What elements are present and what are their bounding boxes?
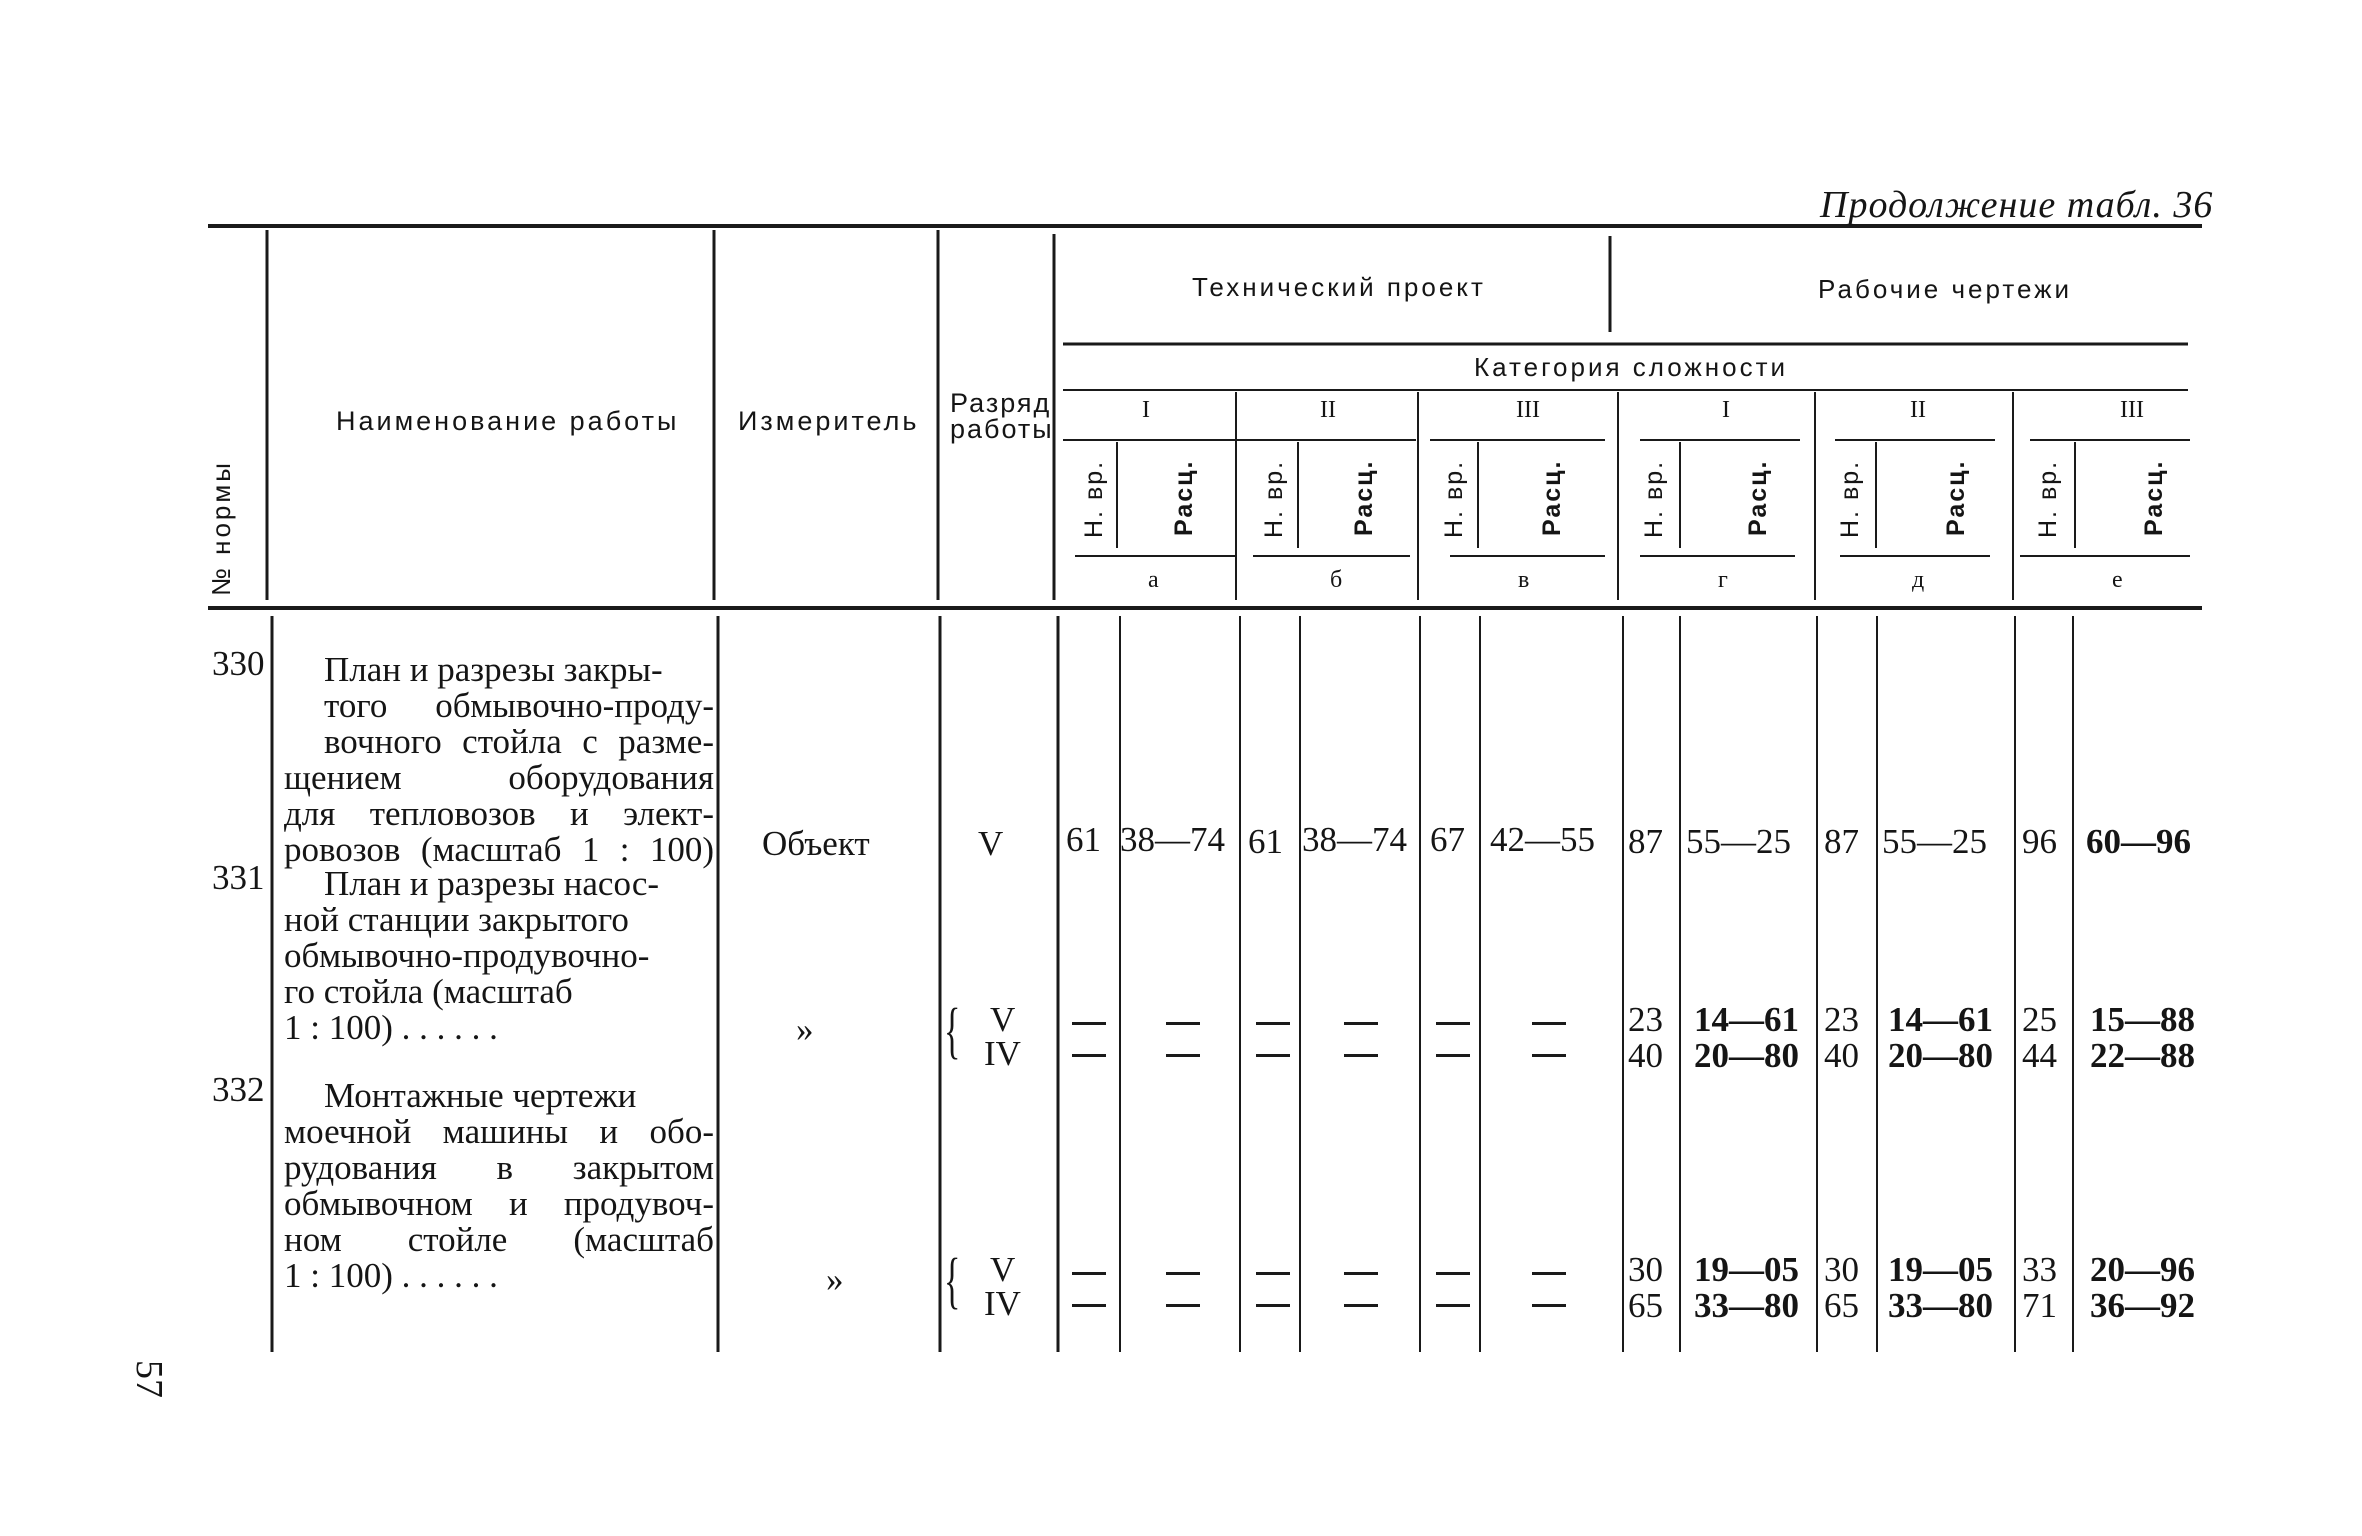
rate-value: 33—80 bbox=[1888, 1286, 1993, 1325]
rate-value: 19—05 bbox=[1694, 1250, 1799, 1289]
description-line: ной станции закрытого bbox=[284, 900, 629, 939]
time-norm-subheader: Н. вр. bbox=[1640, 459, 1668, 538]
work-drawings-header: Рабочие чертежи bbox=[1818, 274, 2073, 304]
grade-header-line2: работы bbox=[950, 414, 1054, 444]
empty-dash bbox=[1532, 1304, 1566, 1307]
rate-value: 36—92 bbox=[2090, 1286, 2195, 1325]
rate-subheader: Расц. bbox=[2140, 459, 2168, 536]
category-label: III bbox=[2120, 397, 2144, 423]
time-norm-value: 61 bbox=[1066, 820, 1101, 859]
time-norm-subheader: Н. вр. bbox=[1440, 459, 1468, 538]
rate-value: 55—25 bbox=[1882, 822, 1987, 861]
empty-dash bbox=[1436, 1304, 1470, 1307]
time-norm-subheader: Н. вр. bbox=[1836, 459, 1864, 538]
column-letter: б bbox=[1330, 567, 1343, 593]
category-label: II bbox=[1320, 397, 1336, 423]
time-norm-value: 44 bbox=[2022, 1036, 2057, 1075]
time-norm-value: 40 bbox=[1824, 1036, 1859, 1075]
rate-value: 20—80 bbox=[1694, 1036, 1799, 1075]
description-line: 1 : 100) . . . . . . bbox=[284, 1256, 498, 1295]
empty-dash bbox=[1166, 1272, 1200, 1275]
column-letter: г bbox=[1718, 567, 1728, 593]
time-norm-value: 71 bbox=[2022, 1286, 2057, 1325]
empty-dash bbox=[1436, 1054, 1470, 1057]
empty-dash bbox=[1344, 1054, 1378, 1057]
empty-dash bbox=[1166, 1022, 1200, 1025]
time-norm-value: 33 bbox=[2022, 1250, 2057, 1289]
grade-brace: { bbox=[944, 997, 961, 1065]
norm-number: 330 bbox=[212, 644, 265, 683]
rate-value: 60—96 bbox=[2086, 822, 2191, 861]
grade-value: IV bbox=[984, 1284, 1021, 1323]
description-line: 1 : 100) . . . . . . bbox=[284, 1008, 498, 1047]
description-line: го стойла (масштаб bbox=[284, 972, 573, 1011]
work-description bbox=[284, 1078, 714, 1294]
description-line: ровозов (масштаб 1 : 100) bbox=[284, 830, 714, 869]
column-letter: в bbox=[1518, 567, 1530, 593]
rate-value: 55—25 bbox=[1686, 822, 1791, 861]
rate-value: 15—88 bbox=[2090, 1000, 2195, 1039]
description-line: Монтажные чертежи bbox=[324, 1076, 637, 1115]
empty-dash bbox=[1256, 1054, 1290, 1057]
rate-value: 33—80 bbox=[1694, 1286, 1799, 1325]
rate-value: 20—80 bbox=[1888, 1036, 1993, 1075]
description-line: того обмывочно-проду- bbox=[324, 686, 714, 725]
description-line: обмывочном и продувоч- bbox=[284, 1184, 714, 1223]
empty-dash bbox=[1436, 1272, 1470, 1275]
time-norm-value: 87 bbox=[1824, 822, 1859, 861]
norm-number: 332 bbox=[212, 1070, 265, 1109]
category-label: III bbox=[1516, 397, 1540, 423]
rate-value: 19—05 bbox=[1888, 1250, 1993, 1289]
description-line: моечной машины и обо- bbox=[284, 1112, 714, 1151]
time-norm-value: 96 bbox=[2022, 822, 2057, 861]
grade-value: V bbox=[990, 1000, 1016, 1039]
description-line: План и разрезы насос- bbox=[324, 864, 660, 903]
column-letter: а bbox=[1148, 567, 1159, 593]
column-letter: е bbox=[2112, 567, 2123, 593]
description-line: рудования в закрытом bbox=[284, 1148, 714, 1187]
work-name-header: Наименование работы bbox=[336, 406, 680, 436]
time-norm-value: 23 bbox=[1628, 1000, 1663, 1039]
time-norm-value: 87 bbox=[1628, 822, 1663, 861]
time-norm-subheader: Н. вр. bbox=[1260, 459, 1288, 538]
empty-dash bbox=[1072, 1022, 1106, 1025]
empty-dash bbox=[1256, 1272, 1290, 1275]
empty-dash bbox=[1166, 1304, 1200, 1307]
time-norm-value: 23 bbox=[1824, 1000, 1859, 1039]
empty-dash bbox=[1532, 1272, 1566, 1275]
time-norm-value: 65 bbox=[1628, 1286, 1663, 1325]
empty-dash bbox=[1532, 1054, 1566, 1057]
rate-value: 20—96 bbox=[2090, 1250, 2195, 1289]
rate-subheader: Расц. bbox=[1170, 459, 1198, 536]
tech-project-header: Технический проект bbox=[1192, 272, 1486, 302]
description-line: для тепловозов и элект- bbox=[284, 794, 714, 833]
grade-brace: { bbox=[944, 1247, 961, 1315]
time-norm-value: 30 bbox=[1628, 1250, 1663, 1289]
grade-value: V bbox=[990, 1250, 1016, 1289]
description-line: вочного стойла с разме- bbox=[324, 722, 714, 761]
meter-value: » bbox=[826, 1260, 844, 1299]
empty-dash bbox=[1256, 1022, 1290, 1025]
grade-header-line1: Разряд bbox=[950, 388, 1052, 418]
empty-dash bbox=[1344, 1272, 1378, 1275]
description-line: обмывочно-продувочно- bbox=[284, 936, 650, 975]
empty-dash bbox=[1436, 1022, 1470, 1025]
complexity-category-header: Категория сложности bbox=[1474, 352, 1789, 382]
work-description bbox=[284, 652, 714, 868]
category-label: II bbox=[1910, 397, 1926, 423]
rate-value: 14—61 bbox=[1694, 1000, 1799, 1039]
empty-dash bbox=[1532, 1022, 1566, 1025]
category-label: I bbox=[1722, 397, 1730, 423]
rate-subheader: Расц. bbox=[1942, 459, 1970, 536]
empty-dash bbox=[1072, 1304, 1106, 1307]
norm-number: 331 bbox=[212, 858, 265, 897]
time-norm-subheader: Н. вр. bbox=[1080, 459, 1108, 538]
work-description bbox=[284, 866, 714, 1046]
rate-value: 14—61 bbox=[1888, 1000, 1993, 1039]
empty-dash bbox=[1256, 1304, 1290, 1307]
grade-value: V bbox=[978, 824, 1004, 863]
time-norm-value: 25 bbox=[2022, 1000, 2057, 1039]
page-number: 57 bbox=[128, 1360, 170, 1398]
time-norm-value: 65 bbox=[1824, 1286, 1859, 1325]
rate-value: 38—74 bbox=[1120, 820, 1225, 859]
table-caption: Продолжение табл. 36 bbox=[1820, 184, 2214, 226]
grade-value: IV bbox=[984, 1034, 1021, 1073]
column-letter: д bbox=[1912, 567, 1925, 593]
description-line: щением оборудования bbox=[284, 758, 714, 797]
empty-dash bbox=[1072, 1272, 1106, 1275]
category-label: I bbox=[1142, 397, 1150, 423]
rate-value: 42—55 bbox=[1490, 820, 1595, 859]
meter-value: » bbox=[796, 1010, 814, 1049]
description-line: ном стойле (масштаб bbox=[284, 1220, 714, 1259]
empty-dash bbox=[1344, 1304, 1378, 1307]
meter-value: Объект bbox=[762, 824, 870, 863]
empty-dash bbox=[1072, 1054, 1106, 1057]
meter-header: Измеритель bbox=[738, 406, 920, 436]
rate-subheader: Расц. bbox=[1538, 459, 1566, 536]
empty-dash bbox=[1344, 1022, 1378, 1025]
time-norm-subheader: Н. вр. bbox=[2034, 459, 2062, 538]
description-line: План и разрезы закры- bbox=[324, 650, 663, 689]
rate-value: 22—88 bbox=[2090, 1036, 2195, 1075]
rate-subheader: Расц. bbox=[1350, 459, 1378, 536]
time-norm-value: 40 bbox=[1628, 1036, 1663, 1075]
time-norm-value: 61 bbox=[1248, 822, 1283, 861]
rate-subheader: Расц. bbox=[1744, 459, 1772, 536]
time-norm-value: 30 bbox=[1824, 1250, 1859, 1289]
norm-number-header: № нормы bbox=[206, 460, 236, 596]
time-norm-value: 67 bbox=[1430, 820, 1465, 859]
empty-dash bbox=[1166, 1054, 1200, 1057]
rate-value: 38—74 bbox=[1302, 820, 1407, 859]
